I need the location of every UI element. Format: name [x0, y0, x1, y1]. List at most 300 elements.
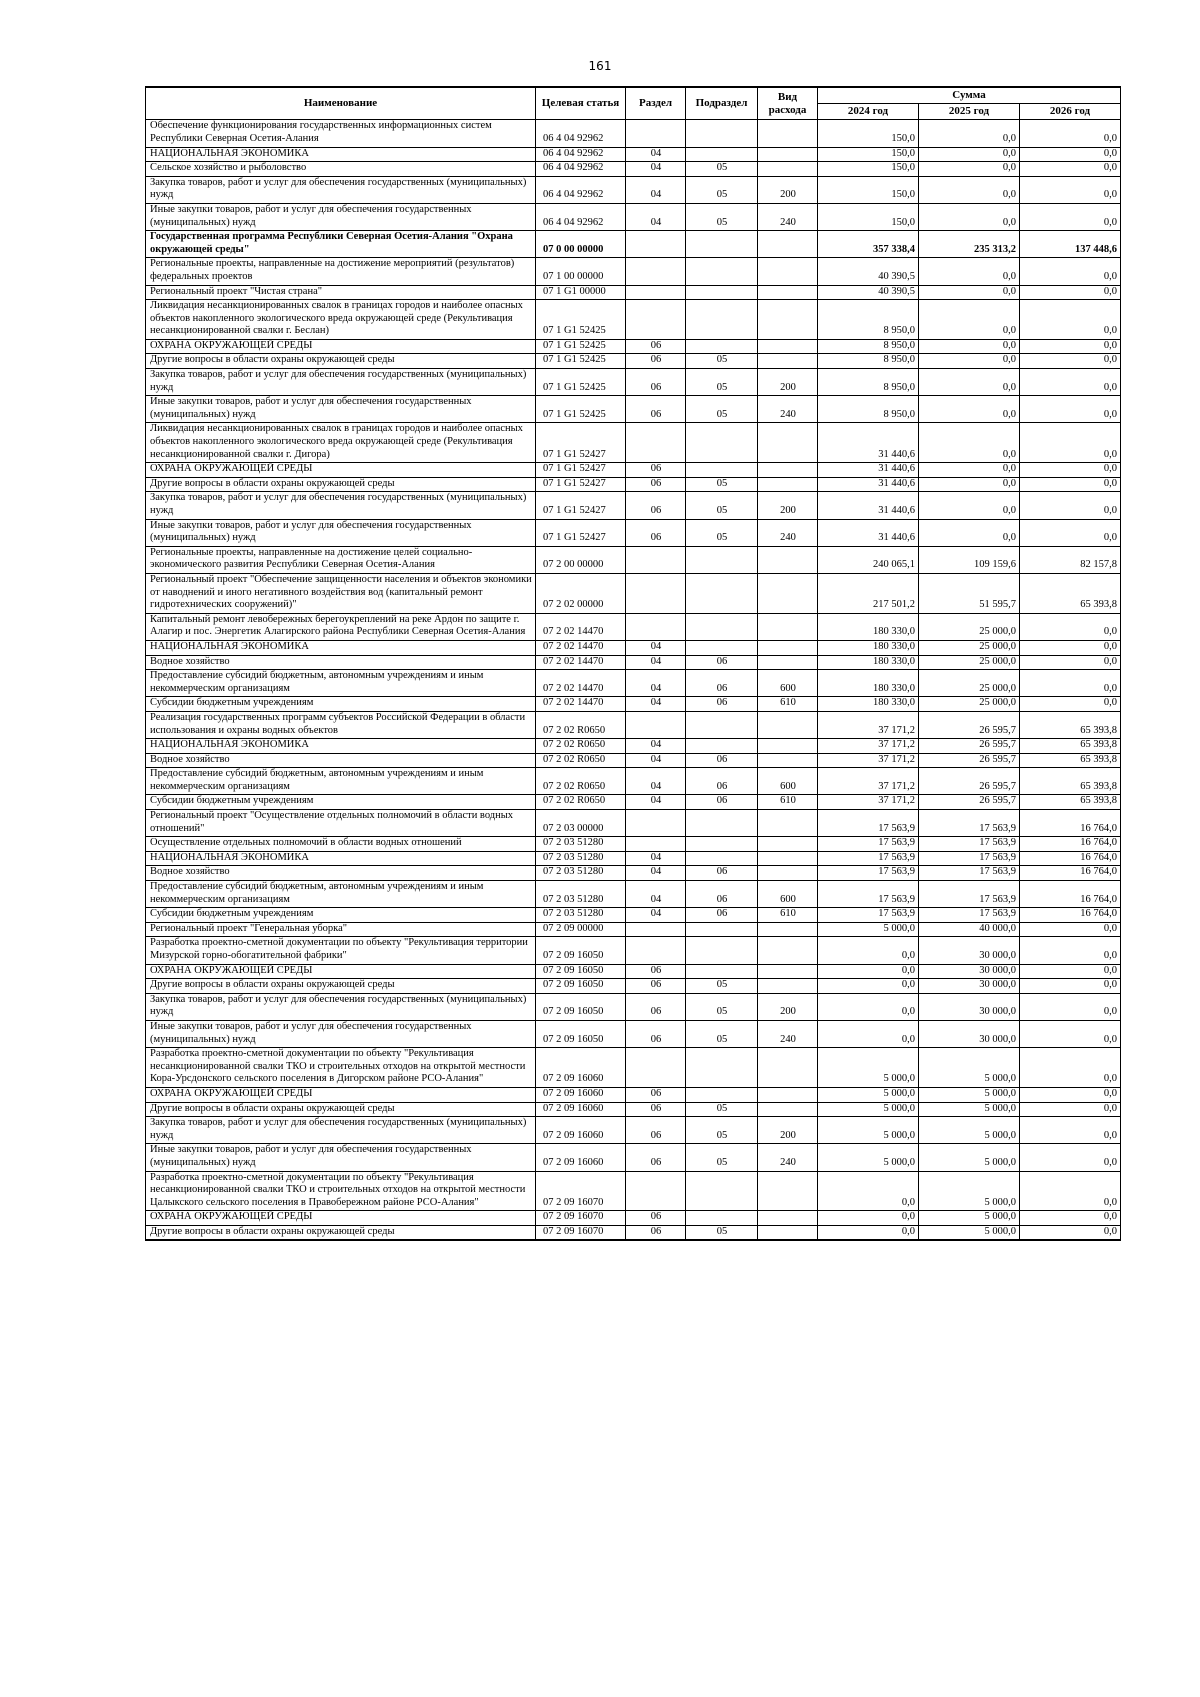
row-target-code: 07 2 02 R0650 — [536, 739, 626, 754]
row-subsection — [686, 463, 758, 478]
row-sum-2024: 31 440,6 — [818, 492, 919, 519]
row-sum-2026: 0,0 — [1020, 162, 1121, 177]
row-subsection — [686, 120, 758, 147]
row-name: Предоставление субсидий бюджетным, автономным учреждениям и иным некоммерческим организациям — [146, 768, 536, 795]
table-body — [146, 120, 1121, 1241]
row-sum-2026: 65 393,8 — [1020, 573, 1121, 613]
row-subsection: 06 — [686, 881, 758, 908]
row-name: НАЦИОНАЛЬНАЯ ЭКОНОМИКА — [146, 640, 536, 655]
header-name: Наименование — [146, 87, 536, 120]
row-sum-2024: 17 563,9 — [818, 881, 919, 908]
row-expense-type: 600 — [758, 881, 818, 908]
row-subsection — [686, 231, 758, 258]
row-sum-2025: 30 000,0 — [919, 964, 1020, 979]
row-section — [626, 285, 686, 300]
row-sum-2026: 0,0 — [1020, 519, 1121, 546]
row-name: Иные закупки товаров, работ и услуг для обеспечения государственных (муниципальных) нужд — [146, 203, 536, 230]
row-section: 06 — [626, 463, 686, 478]
row-expense-type — [758, 258, 818, 285]
row-sum-2026: 0,0 — [1020, 655, 1121, 670]
row-section — [626, 810, 686, 837]
row-sum-2025: 235 313,2 — [919, 231, 1020, 258]
row-sum-2024: 31 440,6 — [818, 477, 919, 492]
row-subsection: 06 — [686, 795, 758, 810]
table-row — [146, 739, 1121, 754]
row-section: 06 — [626, 1020, 686, 1047]
row-sum-2024: 8 950,0 — [818, 339, 919, 354]
table-row — [146, 837, 1121, 852]
row-sum-2024: 17 563,9 — [818, 866, 919, 881]
row-section: 04 — [626, 203, 686, 230]
row-sum-2024: 37 171,2 — [818, 711, 919, 738]
row-expense-type: 240 — [758, 1020, 818, 1047]
row-expense-type — [758, 937, 818, 964]
table-row — [146, 285, 1121, 300]
row-sum-2026: 0,0 — [1020, 937, 1121, 964]
row-subsection: 05 — [686, 492, 758, 519]
row-section — [626, 837, 686, 852]
row-section — [626, 258, 686, 285]
row-sum-2024: 0,0 — [818, 1225, 919, 1240]
row-target-code: 07 2 00 00000 — [536, 546, 626, 573]
row-expense-type — [758, 711, 818, 738]
row-sum-2026: 65 393,8 — [1020, 739, 1121, 754]
row-expense-type — [758, 546, 818, 573]
table-row — [146, 258, 1121, 285]
row-expense-type — [758, 851, 818, 866]
row-subsection — [686, 851, 758, 866]
row-subsection: 05 — [686, 396, 758, 423]
table-row — [146, 753, 1121, 768]
row-sum-2026: 0,0 — [1020, 147, 1121, 162]
row-sum-2025: 25 000,0 — [919, 655, 1020, 670]
row-name: Обеспечение функционирования государственных информационных систем Республики Северная Осетия-Алания — [146, 120, 536, 147]
row-target-code: 07 2 03 51280 — [536, 851, 626, 866]
row-sum-2025: 5 000,0 — [919, 1171, 1020, 1211]
row-expense-type — [758, 463, 818, 478]
row-name: НАЦИОНАЛЬНАЯ ЭКОНОМИКА — [146, 739, 536, 754]
row-subsection — [686, 1171, 758, 1211]
row-target-code: 07 1 G1 52425 — [536, 354, 626, 369]
row-section: 06 — [626, 1087, 686, 1102]
table-row — [146, 120, 1121, 147]
row-target-code: 07 2 09 16070 — [536, 1211, 626, 1226]
row-section: 06 — [626, 1117, 686, 1144]
row-target-code: 07 2 09 16060 — [536, 1087, 626, 1102]
row-subsection: 06 — [686, 670, 758, 697]
table-row — [146, 1225, 1121, 1240]
row-sum-2025: 26 595,7 — [919, 711, 1020, 738]
row-sum-2026: 0,0 — [1020, 1102, 1121, 1117]
header-target: Целевая статья — [536, 87, 626, 120]
row-section: 04 — [626, 640, 686, 655]
row-expense-type: 200 — [758, 492, 818, 519]
row-sum-2024: 0,0 — [818, 937, 919, 964]
row-expense-type — [758, 300, 818, 340]
row-subsection: 06 — [686, 655, 758, 670]
row-subsection — [686, 964, 758, 979]
table-row — [146, 655, 1121, 670]
header-2026: 2026 год — [1020, 104, 1121, 120]
row-sum-2026: 0,0 — [1020, 697, 1121, 712]
table-row — [146, 937, 1121, 964]
row-sum-2025: 0,0 — [919, 354, 1020, 369]
row-sum-2025: 0,0 — [919, 423, 1020, 463]
row-sum-2024: 40 390,5 — [818, 285, 919, 300]
row-subsection — [686, 1048, 758, 1088]
row-target-code: 07 2 09 16050 — [536, 964, 626, 979]
row-sum-2024: 5 000,0 — [818, 1117, 919, 1144]
row-target-code: 07 2 09 16050 — [536, 1020, 626, 1047]
row-sum-2024: 180 330,0 — [818, 655, 919, 670]
row-name: Другие вопросы в области охраны окружающей среды — [146, 477, 536, 492]
row-sum-2025: 25 000,0 — [919, 640, 1020, 655]
row-expense-type — [758, 1048, 818, 1088]
row-sum-2024: 37 171,2 — [818, 795, 919, 810]
table-row — [146, 1020, 1121, 1047]
header-2025: 2025 год — [919, 104, 1020, 120]
table-row — [146, 423, 1121, 463]
table-row — [146, 1144, 1121, 1171]
row-expense-type: 240 — [758, 519, 818, 546]
row-target-code: 07 2 02 14470 — [536, 655, 626, 670]
row-expense-type — [758, 837, 818, 852]
row-subsection: 05 — [686, 993, 758, 1020]
row-sum-2026: 65 393,8 — [1020, 795, 1121, 810]
row-expense-type — [758, 640, 818, 655]
row-expense-type — [758, 922, 818, 937]
table-row — [146, 810, 1121, 837]
row-subsection — [686, 922, 758, 937]
row-sum-2025: 5 000,0 — [919, 1225, 1020, 1240]
row-target-code: 07 2 09 16060 — [536, 1102, 626, 1117]
table-row — [146, 768, 1121, 795]
row-expense-type — [758, 147, 818, 162]
row-expense-type — [758, 339, 818, 354]
row-target-code: 07 2 03 51280 — [536, 908, 626, 923]
row-section: 06 — [626, 396, 686, 423]
row-target-code: 07 2 09 16060 — [536, 1144, 626, 1171]
row-subsection: 05 — [686, 1225, 758, 1240]
row-sum-2024: 180 330,0 — [818, 613, 919, 640]
row-target-code: 07 1 00 00000 — [536, 258, 626, 285]
row-expense-type: 240 — [758, 396, 818, 423]
row-sum-2024: 5 000,0 — [818, 1087, 919, 1102]
row-target-code: 07 2 03 51280 — [536, 881, 626, 908]
row-section: 04 — [626, 908, 686, 923]
row-sum-2025: 0,0 — [919, 203, 1020, 230]
row-subsection: 05 — [686, 1102, 758, 1117]
row-sum-2025: 26 595,7 — [919, 739, 1020, 754]
row-name: Осуществление отдельных полномочий в области водных отношений — [146, 837, 536, 852]
row-expense-type — [758, 423, 818, 463]
row-sum-2025: 40 000,0 — [919, 922, 1020, 937]
row-name: Другие вопросы в области охраны окружающей среды — [146, 979, 536, 994]
row-name: Разработка проектно-сметной документации по объекту "Рекультивация территории Мизурской горно-обогатительной фабрики" — [146, 937, 536, 964]
row-sum-2025: 26 595,7 — [919, 753, 1020, 768]
row-section — [626, 1048, 686, 1088]
row-sum-2025: 0,0 — [919, 339, 1020, 354]
row-sum-2024: 31 440,6 — [818, 519, 919, 546]
row-target-code: 07 2 03 51280 — [536, 866, 626, 881]
row-sum-2025: 109 159,6 — [919, 546, 1020, 573]
row-section — [626, 922, 686, 937]
row-subsection — [686, 1211, 758, 1226]
row-sum-2024: 0,0 — [818, 1211, 919, 1226]
table-row — [146, 519, 1121, 546]
table-header — [146, 87, 1121, 120]
header-expense-type: Вид расхода — [758, 87, 818, 120]
row-expense-type: 610 — [758, 908, 818, 923]
table-row — [146, 396, 1121, 423]
row-subsection: 05 — [686, 1144, 758, 1171]
row-name: ОХРАНА ОКРУЖАЮЩЕЙ СРЕДЫ — [146, 1087, 536, 1102]
row-sum-2026: 0,0 — [1020, 369, 1121, 396]
row-sum-2025: 5 000,0 — [919, 1117, 1020, 1144]
row-name: Предоставление субсидий бюджетным, автономным учреждениям и иным некоммерческим организациям — [146, 670, 536, 697]
row-section: 06 — [626, 1225, 686, 1240]
row-name: Государственная программа Республики Северная Осетия-Алания "Охрана окружающей среды" — [146, 231, 536, 258]
row-section: 04 — [626, 655, 686, 670]
row-section — [626, 613, 686, 640]
row-sum-2024: 5 000,0 — [818, 922, 919, 937]
table-row — [146, 640, 1121, 655]
row-subsection — [686, 937, 758, 964]
row-section: 06 — [626, 979, 686, 994]
row-target-code: 07 2 09 16060 — [536, 1048, 626, 1088]
row-name: Разработка проектно-сметной документации по объекту "Рекультивация несанкционированной свалки ТКО и строительных отходов на открытой местности Кора-Урсдонского сельского поселения в Дигорском районе РСО-Алания" — [146, 1048, 536, 1088]
row-section: 06 — [626, 1211, 686, 1226]
row-subsection — [686, 613, 758, 640]
table-row — [146, 697, 1121, 712]
row-section: 06 — [626, 993, 686, 1020]
row-section — [626, 120, 686, 147]
row-expense-type: 610 — [758, 795, 818, 810]
row-sum-2024: 150,0 — [818, 147, 919, 162]
row-sum-2026: 0,0 — [1020, 640, 1121, 655]
row-sum-2026: 0,0 — [1020, 300, 1121, 340]
row-target-code: 07 2 03 00000 — [536, 810, 626, 837]
row-name: Водное хозяйство — [146, 753, 536, 768]
row-name: Другие вопросы в области охраны окружающей среды — [146, 1225, 536, 1240]
row-name: Закупка товаров, работ и услуг для обеспечения государственных (муниципальных) нужд — [146, 369, 536, 396]
row-name: Сельское хозяйство и рыболовство — [146, 162, 536, 177]
row-section — [626, 300, 686, 340]
row-sum-2024: 0,0 — [818, 964, 919, 979]
row-target-code: 07 0 00 00000 — [536, 231, 626, 258]
row-expense-type: 240 — [758, 1144, 818, 1171]
row-target-code: 07 2 09 16050 — [536, 993, 626, 1020]
row-sum-2025: 0,0 — [919, 285, 1020, 300]
row-subsection: 06 — [686, 908, 758, 923]
row-name: Субсидии бюджетным учреждениям — [146, 697, 536, 712]
row-sum-2025: 25 000,0 — [919, 670, 1020, 697]
row-name: Водное хозяйство — [146, 655, 536, 670]
row-sum-2024: 17 563,9 — [818, 851, 919, 866]
row-section: 04 — [626, 866, 686, 881]
row-sum-2025: 0,0 — [919, 492, 1020, 519]
row-sum-2025: 0,0 — [919, 176, 1020, 203]
row-sum-2026: 0,0 — [1020, 922, 1121, 937]
row-section: 04 — [626, 697, 686, 712]
header-sum: Сумма — [818, 87, 1121, 104]
row-target-code: 07 1 G1 52427 — [536, 519, 626, 546]
table-row — [146, 147, 1121, 162]
row-sum-2024: 150,0 — [818, 176, 919, 203]
row-sum-2024: 8 950,0 — [818, 300, 919, 340]
row-sum-2024: 31 440,6 — [818, 463, 919, 478]
row-subsection — [686, 300, 758, 340]
row-sum-2024: 150,0 — [818, 203, 919, 230]
table-row — [146, 866, 1121, 881]
row-sum-2024: 0,0 — [818, 1171, 919, 1211]
row-sum-2026: 82 157,8 — [1020, 546, 1121, 573]
table-row — [146, 463, 1121, 478]
row-target-code: 07 2 02 R0650 — [536, 753, 626, 768]
row-sum-2024: 5 000,0 — [818, 1144, 919, 1171]
header-2024: 2024 год — [818, 104, 919, 120]
row-target-code: 07 1 G1 52427 — [536, 463, 626, 478]
row-section: 06 — [626, 519, 686, 546]
row-sum-2025: 30 000,0 — [919, 937, 1020, 964]
row-expense-type — [758, 354, 818, 369]
table-row — [146, 1087, 1121, 1102]
row-sum-2026: 0,0 — [1020, 979, 1121, 994]
row-section: 04 — [626, 851, 686, 866]
row-expense-type — [758, 810, 818, 837]
header-subsection: Подраздел — [686, 87, 758, 120]
row-target-code: 07 2 02 14470 — [536, 670, 626, 697]
row-sum-2025: 0,0 — [919, 147, 1020, 162]
row-target-code: 07 1 G1 52427 — [536, 492, 626, 519]
row-section: 06 — [626, 1102, 686, 1117]
row-subsection — [686, 640, 758, 655]
row-name: Ликвидация несанкционированных свалок в границах городов и наиболее опасных объектов накопленного экологического вреда окружающей среде (Рекультивация несанкционированной свалки г. Беслан) — [146, 300, 536, 340]
row-section: 04 — [626, 753, 686, 768]
row-section: 04 — [626, 176, 686, 203]
row-target-code: 07 1 G1 52425 — [536, 369, 626, 396]
row-name: Региональный проект "Обеспечение защищенности населения и объектов экономики от наводнений и иного негативного воздействия вод (капитальный ремонт гидротехнических сооружений)" — [146, 573, 536, 613]
row-sum-2026: 0,0 — [1020, 492, 1121, 519]
table-row — [146, 964, 1121, 979]
row-name: Региональные проекты, направленные на достижение целей социально-экономического развития Республики Северная Осетия-Алания — [146, 546, 536, 573]
row-sum-2026: 0,0 — [1020, 396, 1121, 423]
row-sum-2025: 17 563,9 — [919, 810, 1020, 837]
row-sum-2024: 217 501,2 — [818, 573, 919, 613]
table-row — [146, 795, 1121, 810]
row-name: Субсидии бюджетным учреждениям — [146, 908, 536, 923]
table-row — [146, 231, 1121, 258]
row-expense-type — [758, 739, 818, 754]
row-sum-2025: 0,0 — [919, 369, 1020, 396]
row-sum-2026: 0,0 — [1020, 1144, 1121, 1171]
row-sum-2024: 5 000,0 — [818, 1102, 919, 1117]
row-subsection — [686, 258, 758, 285]
row-sum-2025: 25 000,0 — [919, 697, 1020, 712]
row-sum-2026: 0,0 — [1020, 120, 1121, 147]
row-subsection: 05 — [686, 369, 758, 396]
row-sum-2025: 5 000,0 — [919, 1144, 1020, 1171]
row-expense-type — [758, 753, 818, 768]
row-sum-2026: 65 393,8 — [1020, 768, 1121, 795]
row-name: Капитальный ремонт левобережных берегоукреплений на реке Ардон по защите г. Алагир и пос. Энергетик Алагирского района Республики Северная Осетия-Алания — [146, 613, 536, 640]
row-name: Субсидии бюджетным учреждениям — [146, 795, 536, 810]
row-expense-type — [758, 613, 818, 640]
row-name: ОХРАНА ОКРУЖАЮЩЕЙ СРЕДЫ — [146, 463, 536, 478]
row-target-code: 07 2 02 14470 — [536, 613, 626, 640]
row-subsection: 05 — [686, 354, 758, 369]
table-row — [146, 546, 1121, 573]
row-subsection — [686, 810, 758, 837]
row-sum-2024: 240 065,1 — [818, 546, 919, 573]
row-expense-type — [758, 477, 818, 492]
row-section: 04 — [626, 147, 686, 162]
row-section: 04 — [626, 768, 686, 795]
row-target-code: 07 2 02 R0650 — [536, 768, 626, 795]
row-expense-type: 610 — [758, 697, 818, 712]
row-sum-2026: 0,0 — [1020, 463, 1121, 478]
table-row — [146, 993, 1121, 1020]
row-sum-2024: 37 171,2 — [818, 753, 919, 768]
row-sum-2024: 17 563,9 — [818, 837, 919, 852]
table-row — [146, 711, 1121, 738]
row-name: Региональный проект "Чистая страна" — [146, 285, 536, 300]
row-section: 06 — [626, 354, 686, 369]
row-target-code: 06 4 04 92962 — [536, 120, 626, 147]
row-sum-2025: 0,0 — [919, 300, 1020, 340]
row-expense-type: 200 — [758, 176, 818, 203]
table-row — [146, 670, 1121, 697]
row-name: Иные закупки товаров, работ и услуг для обеспечения государственных (муниципальных) нужд — [146, 1020, 536, 1047]
row-sum-2025: 25 000,0 — [919, 613, 1020, 640]
row-section — [626, 423, 686, 463]
row-sum-2026: 0,0 — [1020, 176, 1121, 203]
row-subsection — [686, 546, 758, 573]
row-section — [626, 231, 686, 258]
row-subsection: 06 — [686, 866, 758, 881]
row-subsection — [686, 285, 758, 300]
row-subsection — [686, 573, 758, 613]
row-sum-2025: 26 595,7 — [919, 795, 1020, 810]
row-expense-type — [758, 120, 818, 147]
row-sum-2024: 8 950,0 — [818, 396, 919, 423]
row-name: Другие вопросы в области охраны окружающей среды — [146, 1102, 536, 1117]
row-name: Закупка товаров, работ и услуг для обеспечения государственных (муниципальных) нужд — [146, 492, 536, 519]
row-target-code: 07 2 09 16050 — [536, 979, 626, 994]
row-subsection — [686, 423, 758, 463]
row-sum-2025: 30 000,0 — [919, 1020, 1020, 1047]
row-expense-type: 600 — [758, 768, 818, 795]
row-section: 04 — [626, 881, 686, 908]
row-expense-type — [758, 285, 818, 300]
row-target-code: 07 2 09 16050 — [536, 937, 626, 964]
row-target-code: 07 2 02 00000 — [536, 573, 626, 613]
row-sum-2026: 0,0 — [1020, 1117, 1121, 1144]
row-subsection: 05 — [686, 162, 758, 177]
row-sum-2025: 17 563,9 — [919, 881, 1020, 908]
row-subsection: 05 — [686, 519, 758, 546]
row-expense-type — [758, 866, 818, 881]
row-expense-type — [758, 1211, 818, 1226]
row-sum-2025: 26 595,7 — [919, 768, 1020, 795]
row-expense-type — [758, 1225, 818, 1240]
row-section — [626, 1171, 686, 1211]
row-name: Реализация государственных программ субъектов Российской Федерации в области использования и охраны водных объектов — [146, 711, 536, 738]
table-row — [146, 203, 1121, 230]
row-section — [626, 573, 686, 613]
table-row — [146, 477, 1121, 492]
row-name: Закупка товаров, работ и услуг для обеспечения государственных (муниципальных) нужд — [146, 1117, 536, 1144]
